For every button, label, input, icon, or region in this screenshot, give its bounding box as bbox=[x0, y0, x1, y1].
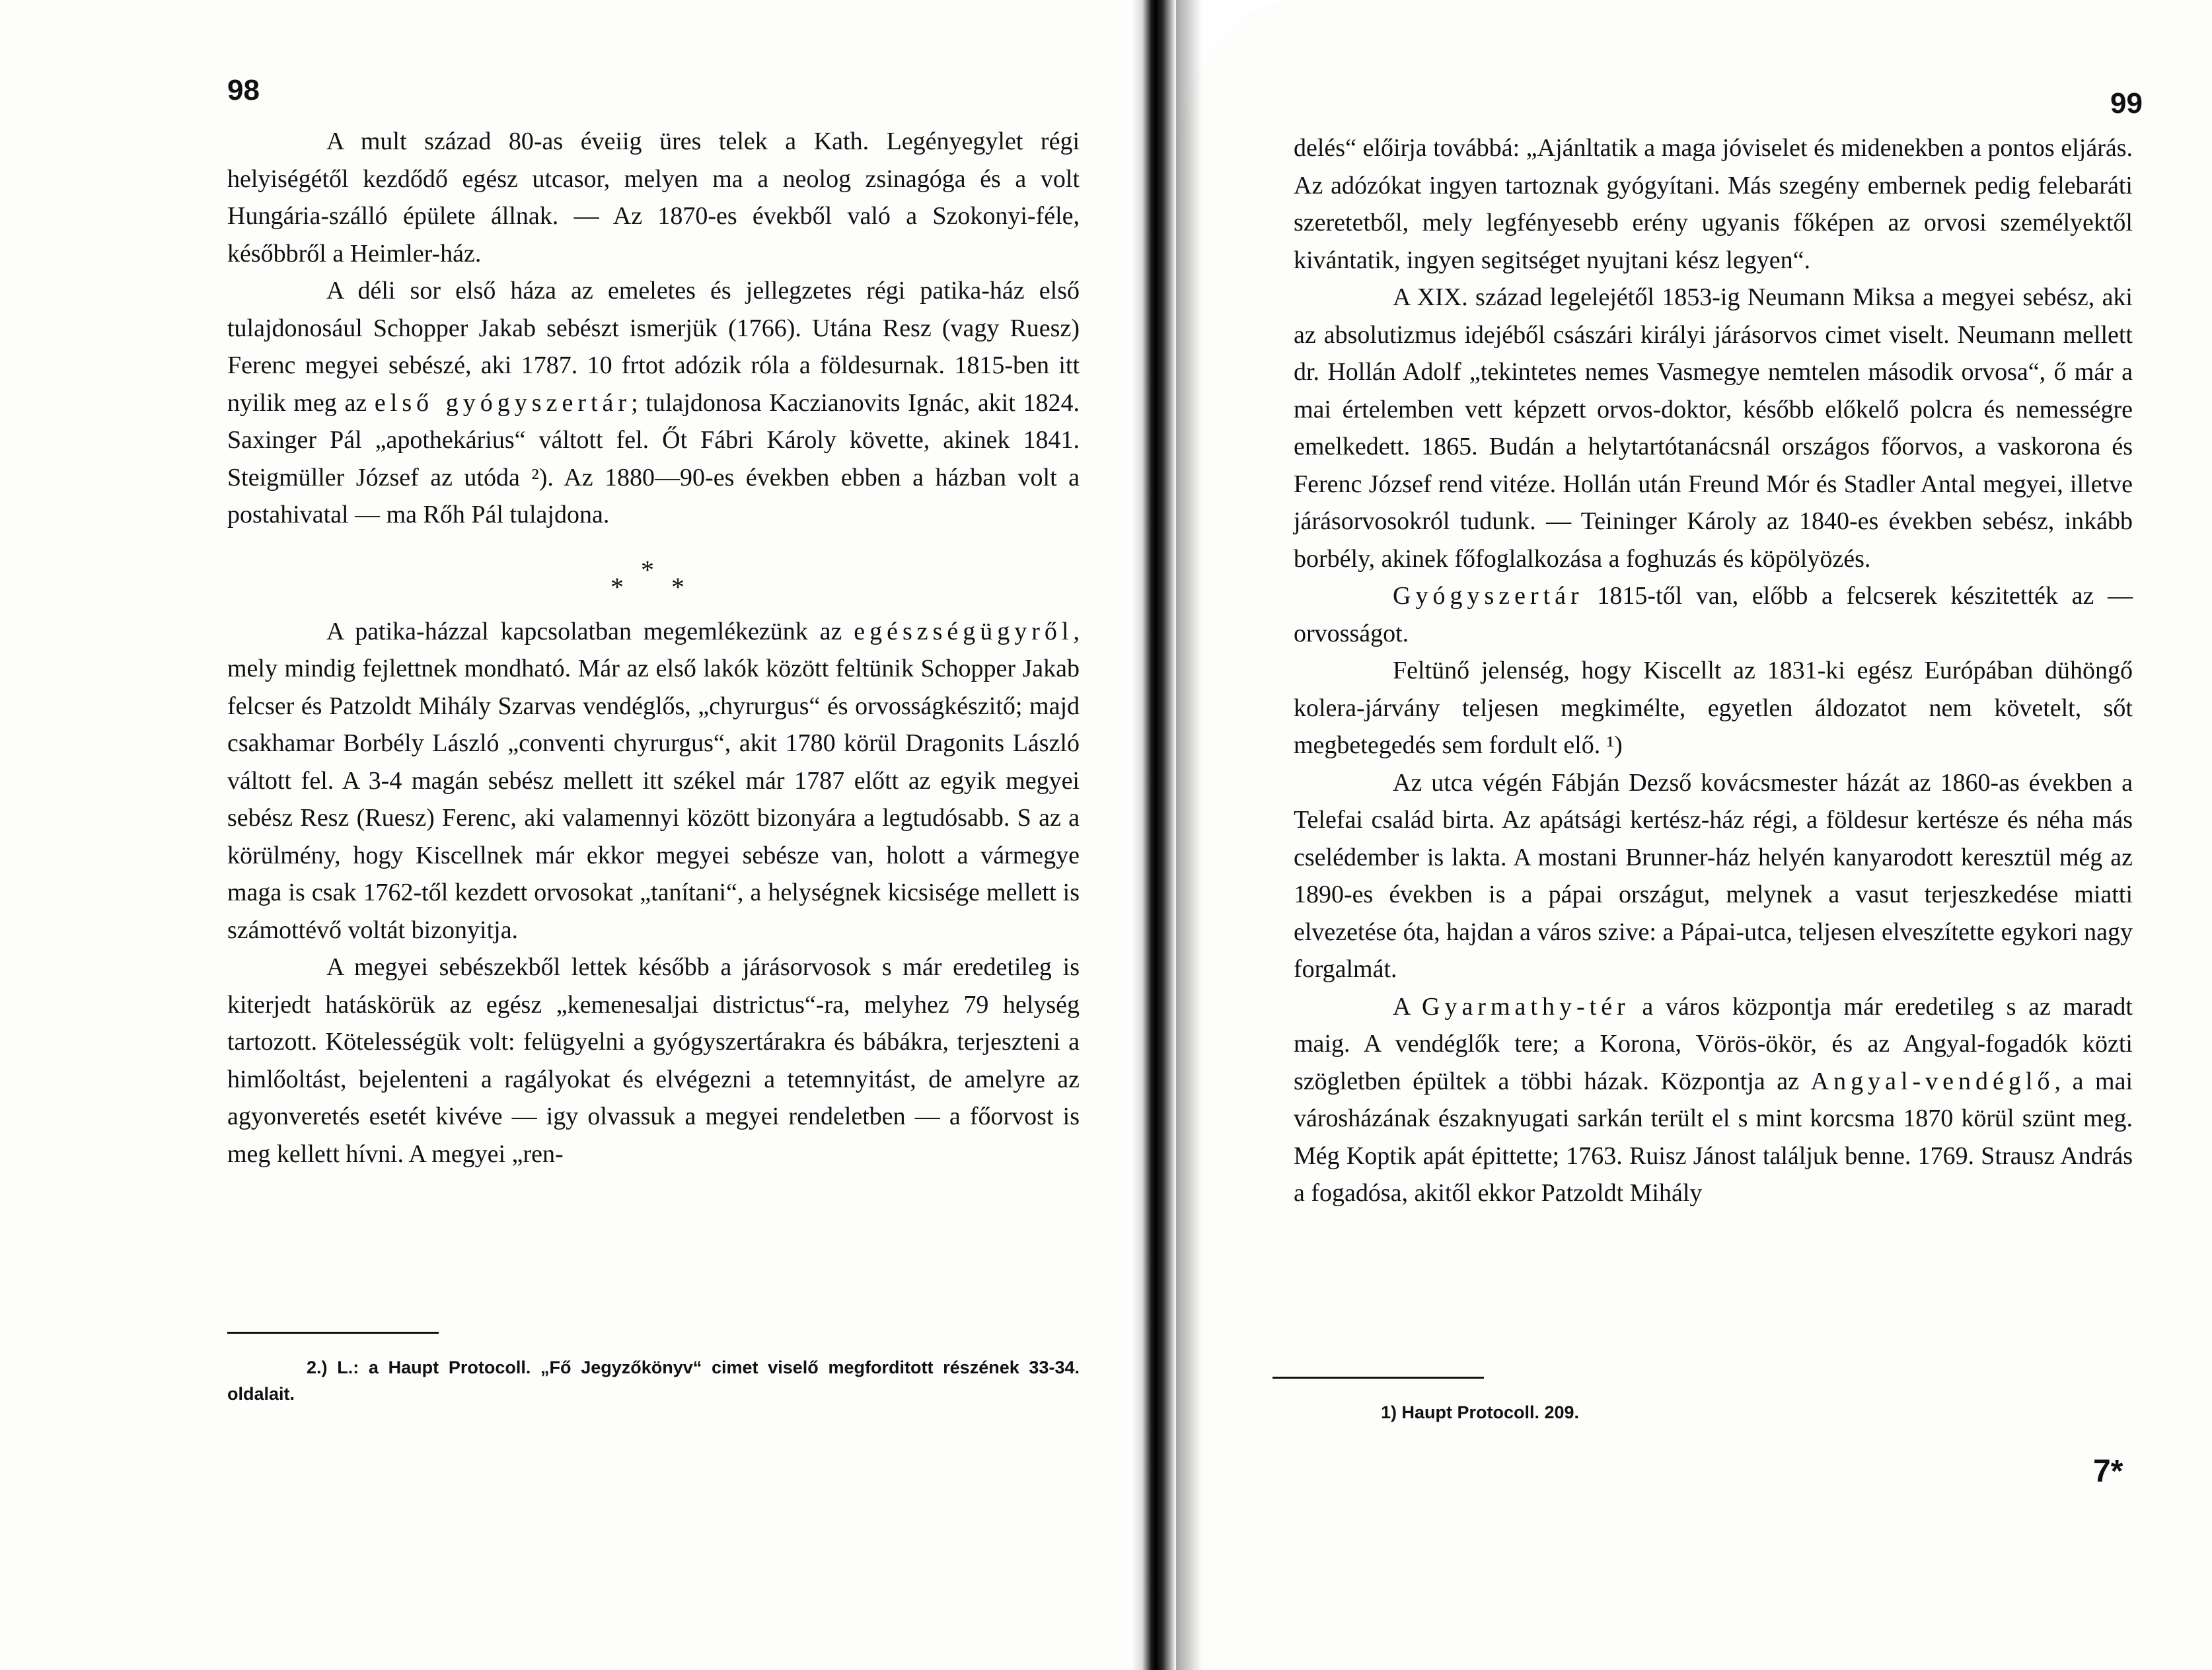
asterisk: * bbox=[610, 571, 624, 602]
text-run: , a mai városházának északnyugati sarkán terült el s mint korcsma 1870 körül szünt meg. Még Koptik apát épittette; 1763. Ruisz Jánost találjuk benne. 1769. Strausz András a fogadósa, akitől ekkor Patzoldt Mihály bbox=[1294, 1067, 2133, 1207]
page-number-right: 99 bbox=[2110, 87, 2143, 120]
footnote-rule bbox=[227, 1332, 439, 1334]
asterisk: * bbox=[671, 571, 684, 602]
text-run: a város központja már eredetileg s az maradt maig. A vendéglők tere; a Korona, Vörös-ökör, és az Angyal-fogadók közti szögletben épültek a többi házak. Központja az bbox=[1294, 992, 2133, 1095]
paragraph bbox=[227, 272, 1080, 534]
footnote-left: 2.) L.: a Haupt Protocoll. „Fő Jegyzőkönyv“ cimet viselő megforditott részének 33-34. oldalait. bbox=[227, 1358, 1080, 1404]
text-run: 1815-től van, előbb a felcserek készitették az — orvosságot. bbox=[1294, 582, 2133, 647]
spaced-term: Gyarmathy-tér bbox=[1422, 992, 1630, 1021]
spaced-term: első gyógyszertár bbox=[374, 388, 632, 417]
text-run: A bbox=[1393, 992, 1410, 1021]
footnote-rule bbox=[1272, 1377, 1484, 1379]
paragraph: A megyei sebészekből lettek később a járásorvosok s már eredetileg is kiterjedt hatáskörük az egész „kemenesaljai districtus“-ra, melyhez 79 helység tartozott. Kötelességük volt: felügyelni a gyógyszertárakra és bábákra, terjeszteni a himlőoltást, bejelenteni a ragályokat és elvégezni a tetemnyitást, de amelyre az agyonveretés esetét kivéve — igy olvassuk a megyei rendeletben — a főorvost is meg kellett hívni. A megyei „ren- bbox=[227, 953, 1080, 1168]
page-number-left: 98 bbox=[227, 74, 260, 106]
footnote-right: 1) Haupt Protocoll. 209. bbox=[1381, 1402, 1580, 1422]
text-run: , mely mindig fejlettnek mondható. Már az első lakók között feltünik Schopper Jakab felcser és Patzoldt Mihály Szarvas vendéglős, „chyrurgus“ és orvosságkészitő; majd csakhamar Borbély László „conventi chyrurgus“, akit 1780 körül Dragonits László váltott fel. A 3-4 magán sebész mellett itt székel már 1787 előtt az egyik megyei sebész Resz (Ruesz) Ferenc, aki valamennyi között bizonyára a legtudósabb. S az a körülmény, hogy Kiscellnek már ekkor megyei sebésze van, holott a vármegye maga is csak 1762-től kezdett orvosokat „tanítani“, a helységnek kicsisége mellett is számottévő voltát bizonyitja. bbox=[227, 617, 1080, 944]
section-divider-asterisks bbox=[227, 554, 1080, 602]
text-run: A patika-házzal kapcsolatban megemlékezünk az bbox=[326, 617, 842, 645]
right-page bbox=[1176, 0, 2212, 1670]
page-curl-shadow bbox=[1176, 0, 1202, 1670]
spaced-term: Gyógyszertár bbox=[1393, 582, 1584, 610]
book-gutter bbox=[1131, 0, 1176, 1670]
text-run: A déli sor első háza az emeletes és jellegzetes régi patika-ház első tulajdonosául Schopper Jakab sebészt ismerjük (1766). Utána Resz (vagy Ruesz) Ferenc megyei sebészé, aki 1787. 10 frtot adózik róla a földesurnak. 1815-ben itt nyilik meg az bbox=[227, 277, 1080, 417]
paragraph: Az utca végén Fábján Dezső kovácsmester házát az 1860-as években a Telefai család birta. Az apátsági kertész-ház régi, a földesur kertésze és néha más cselédember is lakta. A mostani Brunner-ház helyén kanyarodott keresztül még az 1890-es években is a pápai országut, melynek a vasut terjeszkedése miatti elvezetése óta, hajdan a város szive: a Pápai-utca, teljesen elveszítette egykori nagy forgalmát. bbox=[1294, 768, 2133, 983]
paragraph bbox=[1294, 577, 2133, 652]
right-page-body bbox=[1294, 129, 2133, 1212]
spaced-term: Angyal-vendéglő bbox=[1810, 1067, 2055, 1095]
paragraph: A mult század 80-as éveiig üres telek a Kath. Legényegylet régi helyiségétől kezdődő egész utcasor, melyen ma a neolog zsinagóga és a volt Hungária-szálló épülete állnak. — Az 1870-es évekből való a Szokonyi-féle, későbbről a Heimler-ház. bbox=[227, 127, 1080, 268]
signature-mark: 7* bbox=[2093, 1454, 2123, 1489]
paragraph bbox=[227, 613, 1080, 949]
paragraph: A XIX. század legelejétől 1853-ig Neumann Miksa a megyei sebész, aki az absolutizmus idejéből császári királyi járásorvos cimet viselt. Neumann mellett dr. Hollán Adolf „tekintetes nemes Vasmegye nemtelen második orvosa“, ő már a mai értelemben vett képzett orvos-doktor, később előkelő polcra és nemességre emelkedett. 1865. Budán a helytartótanácsnál országos főorvos, a vaskorona és Ferenc József rend vitéze. Hollán után Freund Mór és Stadler Antal megyei, illetve járásorvosokról tudunk. — Teininger Károly az 1840-es években sebész, inkább borbély, akinek főfoglalkozása a foghuzás és köpölyözés. bbox=[1294, 283, 2133, 573]
text-run: ; tulajdonosa Kaczianovits Ignác, akit 1824. Saxinger Pál „apothekárius“ váltott fel. Őt Fábri Károly követte, akinek 1841. Steigmüller József az utóda ²). Az 1880—90-es években ebben a házban volt a postahivatal — ma Rőh Pál tulajdona. bbox=[227, 388, 1080, 528]
left-page-body bbox=[227, 123, 1080, 1173]
asterisk: * bbox=[641, 554, 654, 585]
paragraph: Feltünő jelenség, hogy Kiscellt az 1831-ki egész Európában dühöngő kolera-járvány teljesen megkimélte, egyetlen áldozatot nem követelt, sőt megbetegedés sem fordult elő. ¹) bbox=[1294, 657, 2133, 759]
spaced-term: egészségügyről bbox=[854, 617, 1074, 645]
paragraph: delés“ előirja továbbá: „Ajánltatik a maga jóviselet és midenekben a pontos eljárás. Az adózókat ingyen tartoznak gyógyítani. Más szegény embernek pedig felebaráti szeretetből, mely legfényesebb erény ugyanis főképen az orvosi személyektől kivántatik, ingyen segitséget nyujtani kész legyen“. bbox=[1294, 134, 2133, 274]
paragraph bbox=[1294, 988, 2133, 1212]
